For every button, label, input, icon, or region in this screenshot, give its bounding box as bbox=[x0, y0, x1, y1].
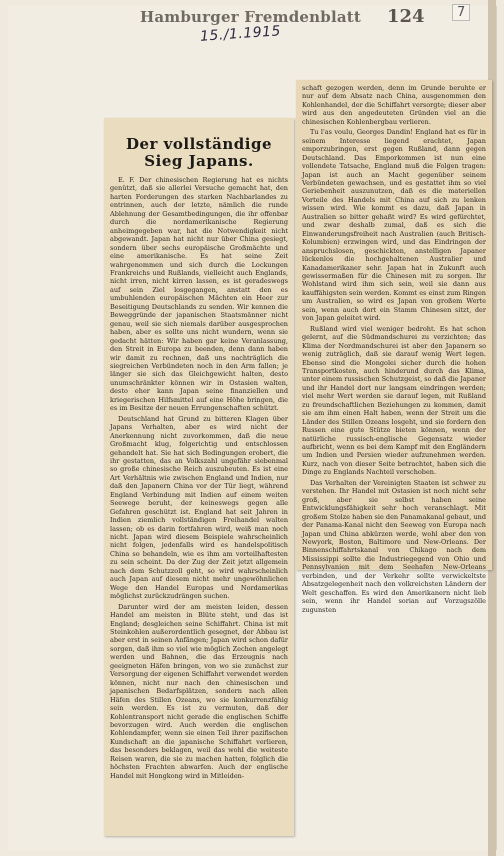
article-body-right bbox=[296, 80, 492, 614]
paragraph: Deutschland hat Grund zu bitteren Klagen über Japans Verhalten, aber es wird nicht der Anerkennung nicht zuvorkommen, daß die neue Großmacht klug, folgerichtig und entschlossen gehandelt hat. Sie hat sich Bedingungen erobert, die ihr gestatten, das an Volkszahl ungefähr siebenmal so große chinesische Reich auszubeuten. Es ist eine Art Verhältnis wie zwischen England und Indien, nur daß den Japanern China vor der Tür liegt, während England Verbindung mit Indien auf einem weiten Seewege beruht, der keineswegs gegen alle Gefahren geschützt ist. England hat seit Jahren in Indien ziemlich vollständigen Freihandel walten lassen; ob es darin fortfahren wird, weiß man noch nicht. Japan wird diesem Beispiele wahrscheinlich nicht folgen, jedenfalls wird es handelspolitisch China so behandeln, wie es ihm am vorteilhaftesten zu sein scheint. Da der Zug der Zeit jetzt allgemein nach dem Schutzzoll geht, so wird wahrscheinlich auch Japan auf diesem nicht mehr ungewöhnlichen Wege den Handel Europas und Nordamerikas möglichst zurückzudrängen suchen. bbox=[110, 414, 288, 601]
masthead bbox=[140, 8, 430, 34]
article-body-left bbox=[104, 176, 294, 780]
clipping-right-column bbox=[296, 80, 492, 614]
paragraph: E. F. Der chinesischen Regierung hat es nichts genützt, daß sie allerlei Versuche gemacht hat, den harten Forderungen des starken Nachbarlandes zu entrinnen, auch der letzte, nämlich die runde Ablehnung der Gesamtbedingungen, die ihr offenbar durch die nordamerikanische Regierung anheimgegeben war, hat die Notwendigkeit nicht abgewandt. Japan hat nicht nur über China gesiegt, sondern über sechs europäische Großmächte und eine amerikanische. Es hat seine Zeit wahrgenommen und sich durch die Lockungen Frankreichs und Rußlands, vielleicht auch Englands, nicht irren, nicht kirren lassen, es ist geradeswegs auf sein Ziel losgegangen, anstatt den es umbuhlenden europäischen Mächten ein Heer zur Beseitigung Deutschlands zu senden. Wir kennen die Beweggründe der japanischen Staatsmänner nicht genau, weil sie sich niemals darüber ausgesprochen haben, aber es sollte uns nicht wundern, wenn sie gedacht hätten: Wir haben gar keine Veranlassung, den Streit in Europa zu beenden, denn dann haben wir damit zu rechnen, daß uns nachträglich die siegreichen Verbündeten noch in den Arm fallen; je länger sie sich das Gleichgewicht halten, desto unumschränkter können wir in Ostasien walten, desto eher kann Japan seine finanziellen und kriegerischen Hilfsmittel auf eine Höhe bringen, die es im Besitze der neuen Errungenschaften schützt. bbox=[110, 176, 288, 413]
newspaper-name: Hamburger Fremdenblatt bbox=[140, 8, 362, 26]
paragraph: Darunter wird der am meisten leiden, dessen Handel am meisten in Blüte steht, und das ist England; desgleichen seine Schiffahrt. China ist mit Steinkohlen außerordentlich gesegnet, der Abbau ist aber erst in seinen Anfängen; Japan wird schon dafür sorgen, daß ihm so viel wie möglich Zechen angelegt werden und Bahnen, die das Erzeugnis nach geeigneten Häfen bringen, von wo sie zunächst zur Versorgung der eigenen Schiffahrt verwendet werden können, nicht nur nach den chinesischen und japanischen Bedarfsplätzen, sondern nach allen Häfen des Stillen Ozeans, wo sie konkurrenzfähig sein werden. Es ist zu vermuten, daß der Kohlentransport nicht gerade die englischen Schiffe bevorzugen wird. Auch werden die englischen Kohlendampfer, wenn sie einen Teil ihrer pazifischen Kundschaft an die japanische Schiffahrt verlieren, das besonders beklagen, weil das wohl die weiteste Reisen waren, die sie zu machen hatten, folglich die höchsten Frachten abwarfen. Auch der englische Handel mit Hongkong wird in Mitleiden- bbox=[110, 602, 289, 780]
paragraph: Tu l'as voulu, Georges Dandin! England hat es für in seinem Interesse liegend erachtet, Japan emporzubringen, erst gegen Rußland, dann gegen Deutschland. Das Emporkommen ist nun eine vollendete Tatsache, England muß die Folgen tragen: Japan ist auch an Macht gegenüber seinem Verbündeten gewachsen, und es gestattet ihm so viel Geriebenheit auszunutzen, daß es die materiellen Vorteile des Handels mit China auf sich zu lenken wissen wird. Wie kommt es dazu, daß Japan in Australien so bitter gehaßt wird? Es wird gefürchtet, und zwar deshalb zumal, daß es sich die Einwanderungsfreiheit nach Australien (auch Britisch-Kolumbien) erzwingen wird, und das Eindringen der anspruchslosen, geschickten, anstelligen Japaner lückenlos die hochgehaltenen Australier und Kanadamerikaner sehr. Japan hat in Zukunft auch gewissermaßen für die Chinesen mit zu sorgen. Ihr Wohlstand wird ihm sich sein, weil sie dann aus kauffähigsten sein werden. Kommt es einst zum Ringen um Australien, so wird es Japan von großem Werte sein, wenn auch dort ein Stamm Chinesen sitzt, der von Japan geleitet wird. bbox=[302, 128, 486, 323]
paragraph: Das Verhalten der Vereinigten Staaten ist schwer zu verstehen. Ihr Handel mit Ostasien ist noch nicht sehr groß, aber sie selbst haben seine Entwicklungsfähigkeit sehr hoch veranschlagt. Mit großem Stolze haben sie den Panamakanal gebaut, und der Panama-Kanal nicht den Seeweg von Europa nach Japan und China abkürzen werde, wohl aber den von Newyork, Boston, Baltimore und New-Orleans. Der Binnenschiffahrtskanal von Chikago nach dem Mississippi sollte die Industriegegend von Ohio und Pennsylvanien mit dem Seehafen New-Orleans verbinden, und der Verkehr sollte verwickeltste Absatzgelegenheit nach den volkreichsten Ländern der Welt geschaffen. Es wird den Amerikanern nicht lieb sein, wenn ihr Handel sorian auf Vorzugszölle zugunsten bbox=[302, 478, 486, 614]
clipping-left-column bbox=[104, 118, 294, 836]
archive-number: 7 bbox=[452, 4, 470, 21]
handwritten-date: 15./1.1915 bbox=[199, 23, 282, 45]
page-number: 124 bbox=[387, 6, 425, 27]
paragraph: Rußland wird viel weniger bedroht. Es hat schon gelernt, auf die Südmandschurei zu verzichten; das Klima der Nordmandschurei ist aber den Japanern so wenig zuträglich, daß sie darauf wenig Wert legen. Ebenso sind die Mongolei sicher durch die hohen Transportkosten, auch hinderund durch das Klima, unter einem russischen Schutzgeist, so daß die Japaner und ihr Handel dort nur langsam eindringen werden; viel mehr Wert werden sie darauf legen, mit Rußland zu freundschaftlichen Beziehungen zu kommen, damit sie am ihm einen Halt haben, wenn der Streit um die Länder des Stillen Ozeans losgeht, und sie fordern den Russen eine gute Stütze bieten können, wenn der natürliche russisch-englische Gegensatz wieder aufbricht, wenn es bei dem Kampf mit den Engländern um Indien und Persien wieder aufzunehmen werden. Kurz, nach von dieser Seite betrachtet, haben sich die Dinge zu Englands Nachteil verschoben. bbox=[302, 324, 486, 477]
article-headline: Der vollständige Sieg Japans. bbox=[125, 135, 272, 170]
paragraph: schaft gezogen werden, denn im Grunde beruhte er nur auf dem Absatz nach China, ausgenommen den Kohlenhandel, der die Schiffahrt versorgte; dieser aber wird aus den angedeuteten Gründen viel an die chinesischen Kohlenbergbau verlieren. bbox=[302, 84, 486, 126]
